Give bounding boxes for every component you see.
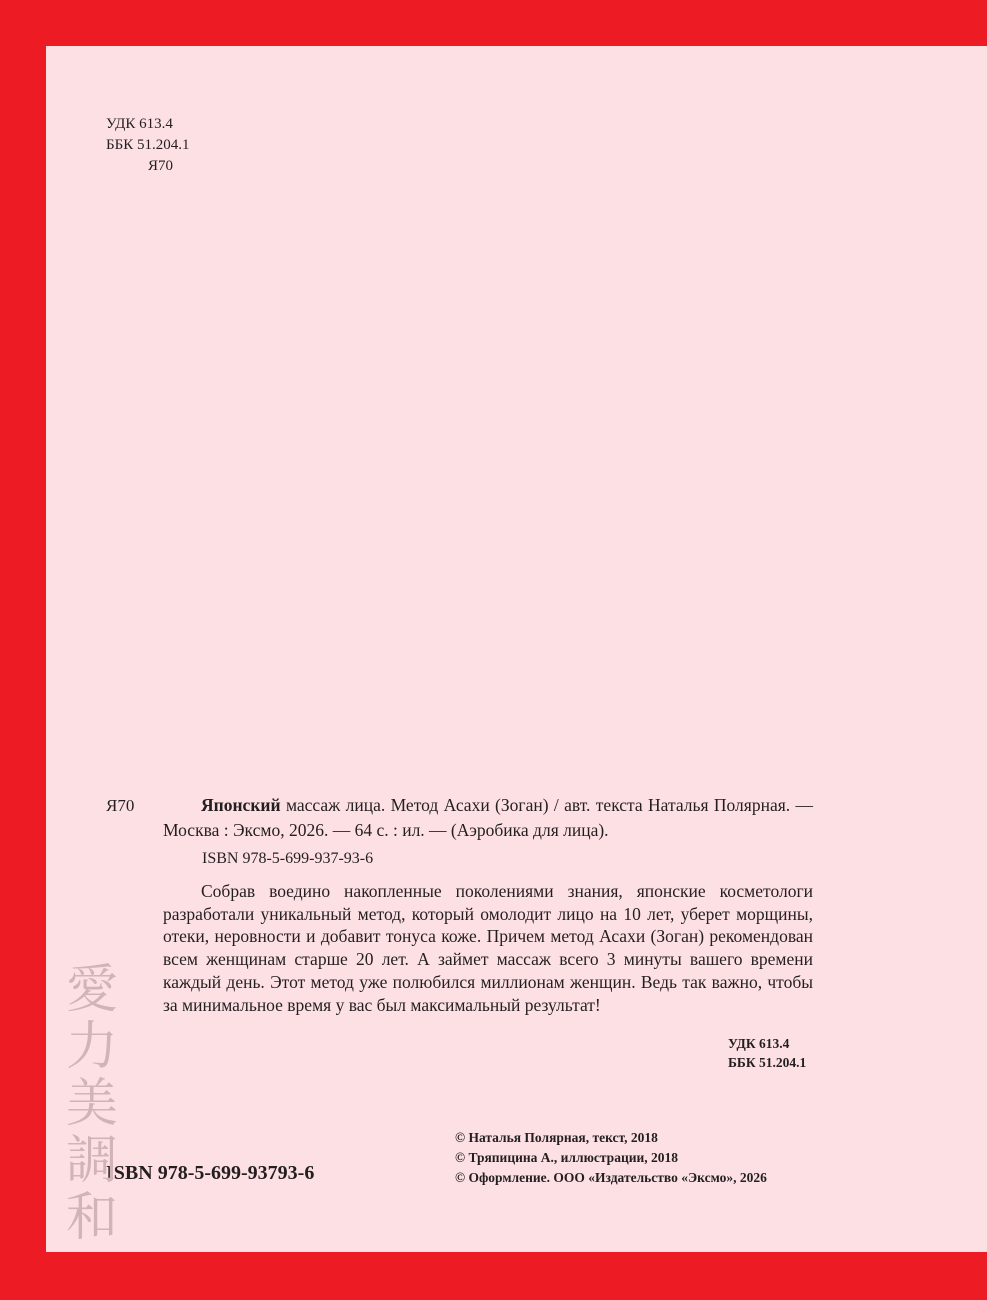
- kanji-glyph: 美: [65, 1074, 118, 1134]
- kanji-glyph: 力: [65, 1017, 118, 1077]
- copyright-line: © Наталья Полярная, текст, 2018: [455, 1130, 658, 1145]
- decorative-kanji-column: [60, 962, 124, 1247]
- bibliographic-record: [163, 793, 813, 843]
- bbk-code: ББК 51.204.1: [106, 137, 190, 153]
- kanji-glyph: 調: [65, 1131, 118, 1191]
- author-mark: Я70: [148, 158, 174, 174]
- copyright-block: [455, 1128, 767, 1188]
- top-classification: [106, 114, 189, 177]
- udk-code-bottom: УДК 613.4: [728, 1036, 790, 1051]
- bibliographic-description: массаж лица. Метод Асахи (Зоган) / авт. текста Наталья Полярная. — Москва : Эксмо, 2026. — 64 с. : ил. — (Аэробика для лица).: [163, 795, 813, 840]
- bbk-code-bottom: ББК 51.204.1: [728, 1055, 807, 1070]
- catalog-classification: [728, 1034, 806, 1072]
- book-title-bold: Японский: [201, 795, 281, 815]
- catalog-author-mark: Я70: [106, 796, 135, 815]
- kanji-glyph: 愛: [65, 960, 118, 1020]
- catalog-isbn: ISBN 978-5-699-937-93-6: [202, 850, 374, 867]
- isbn-large: ISBN 978-5-699-93793-6: [106, 1162, 315, 1184]
- udk-code: УДК 613.4: [106, 116, 173, 132]
- page-background: [46, 46, 987, 1252]
- copyright-line: © Тряпицина А., иллюстрации, 2018: [455, 1150, 679, 1165]
- kanji-glyph: 和: [65, 1188, 118, 1248]
- annotation-text: Собрав воедино накопленные поколениями знания, японские косметологи разработали уникальный метод, который омолодит лицо на 10 лет, уберет морщины, отеки, неровности и добавит тонуса коже. Причем метод Асахи (Зоган) рекомендован всем женщинам старше 20 лет. А займет массаж всего 3 минуты вашего времени каждый день. Этот метод уже полюбился миллионам женщин. Ведь так важно, чтобы за минимальное время у вас был максимальный результат!: [163, 881, 813, 1015]
- copyright-line: © Оформление. ООО «Издательство «Эксмо», 2026: [455, 1170, 767, 1185]
